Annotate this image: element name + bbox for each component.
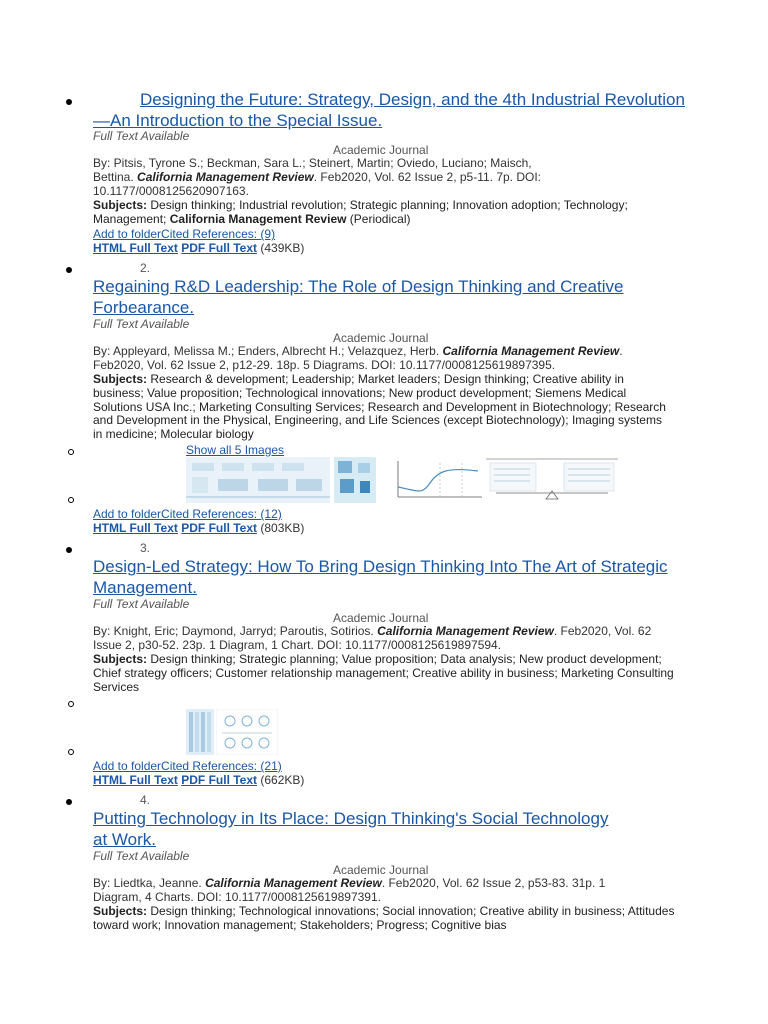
result-title-link[interactable]: Putting Technology in Its Place: Design Thinking's Social Technology at Work. xyxy=(93,809,609,849)
cited-references-link[interactable]: Cited References: (21) xyxy=(161,759,282,773)
list-bullet xyxy=(66,99,72,105)
result-number: 3. xyxy=(140,541,151,555)
image-thumbnail-1[interactable] xyxy=(186,457,330,503)
html-full-text-link[interactable]: HTML Full Text xyxy=(93,521,178,535)
result-citation: By: Pitsis, Tyrone S.; Beckman, Sara L.; Steinert, Martin; Oviedo, Luciano; Maisch, Bettina. California Management Review. Feb2020, Vol. 62 Issue 2, p5-11. 7p. DOI: 10.1177/0008125620907163. xyxy=(93,156,542,198)
image-thumbnail-4[interactable] xyxy=(486,457,618,503)
full-text-available: Full Text Available xyxy=(93,849,190,863)
list-bullet xyxy=(66,799,72,805)
result-subjects: Subjects: Design thinking; Technological innovations; Social innovation; Creative ability in business; Attitudes toward work; Innovation management; Stakeholders; Progress; Cognitive bias xyxy=(93,904,675,932)
sub-list-bullet xyxy=(68,701,74,707)
pdf-size: (803KB) xyxy=(260,521,305,535)
full-text-links xyxy=(93,521,304,535)
sub-list-bullet xyxy=(68,749,74,755)
result-subjects: Subjects: Design thinking; Strategic planning; Value proposition; Data analysis; New product development; Chief strategy officers; Customer relationship management; Creative ability in business; Marketing Consulting Services xyxy=(93,652,674,694)
image-thumbnail-3[interactable] xyxy=(378,457,484,503)
result-title-link[interactable]: Designing the Future: Strategy, Design, and the 4th Industrial Revolution—An Introduction to the Special Issue. xyxy=(93,90,685,130)
list-bullet xyxy=(66,267,72,273)
result-title-link[interactable]: Design-Led Strategy: How To Bring Design Thinking Into The Art of Strategic Management. xyxy=(93,557,668,597)
publication-type: Academic Journal xyxy=(333,863,429,877)
image-thumbnail-2[interactable] xyxy=(216,709,278,755)
cited-references-link[interactable]: Cited References: (9) xyxy=(161,227,276,241)
image-thumbnail-2[interactable] xyxy=(334,457,376,503)
result-title-link[interactable]: Regaining R&D Leadership: The Role of Design Thinking and Creative Forbearance. xyxy=(93,277,624,317)
show-all-images-link[interactable]: Show all 5 Images xyxy=(186,443,285,457)
pdf-size: (439KB) xyxy=(260,241,305,255)
html-full-text-link[interactable]: HTML Full Text xyxy=(93,773,178,787)
result-number: 4. xyxy=(140,793,151,807)
full-text-links xyxy=(93,241,304,255)
publication-type: Academic Journal xyxy=(333,331,429,345)
image-thumbnail-1[interactable] xyxy=(186,709,214,755)
full-text-available: Full Text Available xyxy=(93,597,190,611)
pdf-size: (662KB) xyxy=(260,773,305,787)
result-subjects: Subjects: Research & development; Leadership; Market leaders; Design thinking; Creative ability in business; Value proposition; Technological innovations; New product development; Siemens Medical Solutions USA Inc.; Marketing Consulting Services; Research and Development in Biotechnology; Research and Development in the Physical, Engineering, and Life Sciences (except Biotechnology); Imaging systems in medicine; Molecular biology xyxy=(93,372,666,442)
full-text-available: Full Text Available xyxy=(93,129,190,143)
result-subjects: Subjects: Design thinking; Industrial revolution; Strategic planning; Innovation adoption; Technology; Management; California Management Review (Periodical) xyxy=(93,198,628,226)
add-to-folder-link[interactable]: Add to folderCited References: (21) xyxy=(93,759,282,773)
add-to-folder-link[interactable]: Add to folderCited References: (12) xyxy=(93,507,282,521)
full-text-links xyxy=(93,773,304,787)
result-citation: By: Liedtka, Jeanne. California Management Review. Feb2020, Vol. 62 Issue 2, p53-83. 31p. 1 Diagram, 4 Charts. DOI: 10.1177/0008125619897391. xyxy=(93,876,606,904)
publication-type: Academic Journal xyxy=(333,611,429,625)
cited-references-link[interactable]: Cited References: (12) xyxy=(161,507,282,521)
result-citation: By: Appleyard, Melissa M.; Enders, Albrecht H.; Velazquez, Herb. California Management Review. Feb2020, Vol. 62 Issue 2, p12-29. 18p. 5 Diagrams. DOI: 10.1177/0008125619897395. xyxy=(93,344,623,372)
add-to-folder-link[interactable]: Add to folderCited References: (9) xyxy=(93,227,276,241)
sub-list-bullet xyxy=(68,449,74,455)
publication-type: Academic Journal xyxy=(333,143,429,157)
pdf-full-text-link[interactable]: PDF Full Text xyxy=(181,241,258,255)
pdf-full-text-link[interactable]: PDF Full Text xyxy=(181,773,258,787)
html-full-text-link[interactable]: HTML Full Text xyxy=(93,241,178,255)
sub-list-bullet xyxy=(68,497,74,503)
list-bullet xyxy=(66,547,72,553)
result-number: 2. xyxy=(140,261,151,275)
result-citation: By: Knight, Eric; Daymond, Jarryd; Paroutis, Sotirios. California Management Review. Feb2020, Vol. 62 Issue 2, p30-52. 23p. 1 Diagram, 1 Chart. DOI: 10.1177/0008125619897594. xyxy=(93,624,652,652)
full-text-available: Full Text Available xyxy=(93,317,190,331)
pdf-full-text-link[interactable]: PDF Full Text xyxy=(181,521,258,535)
